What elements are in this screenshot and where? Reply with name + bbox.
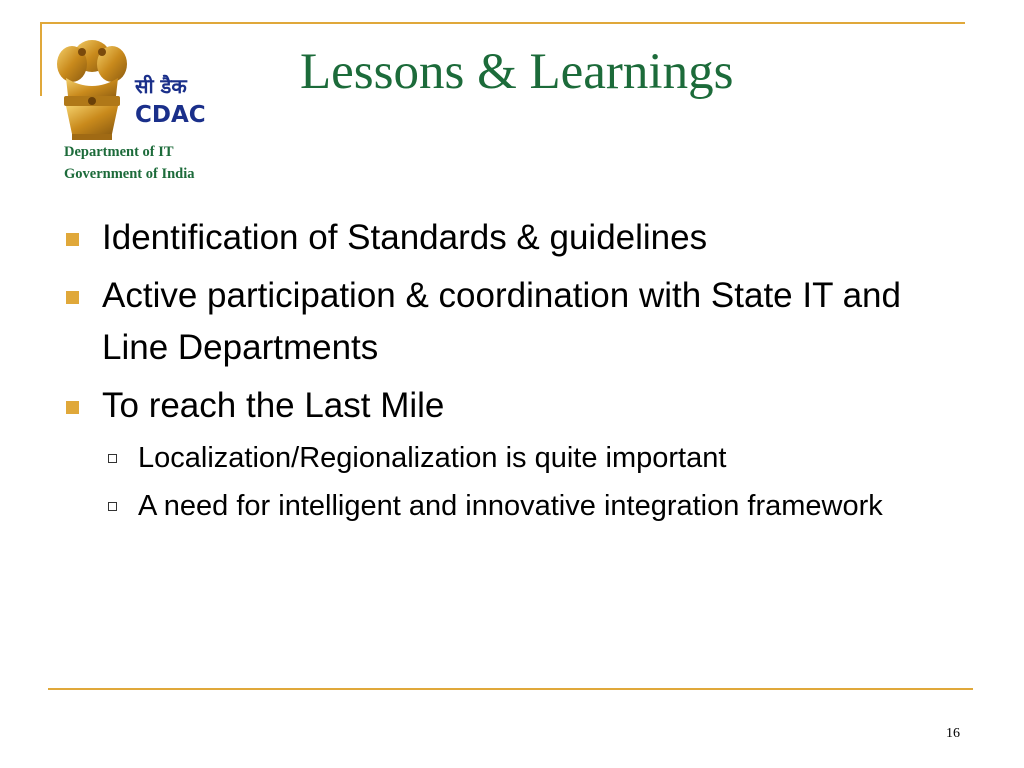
- top-rule: [40, 22, 965, 24]
- cdac-logo: [135, 100, 207, 128]
- slide-number: 16: [946, 726, 960, 741]
- bullet-text: Identification of Standards & guidelines: [102, 218, 708, 257]
- sub-bullet-item: [102, 438, 960, 478]
- bullet-text: To reach the Last Mile: [102, 386, 445, 425]
- square-bullet-icon: [66, 291, 79, 304]
- sub-bullet-text: A need for intelligent and innovative integration framework: [138, 490, 883, 522]
- square-bullet-icon: [66, 401, 79, 414]
- national-emblem-logo: [52, 34, 132, 142]
- sub-bullet-text: Localization/Regionalization is quite important: [138, 442, 727, 474]
- bullet-item: [60, 380, 960, 432]
- sub-bullet-item: [102, 486, 960, 526]
- hollow-square-bullet-icon: [108, 454, 117, 463]
- government-line: Government of India: [64, 166, 195, 182]
- bottom-rule: [48, 688, 973, 690]
- cdac-hindi-logo-text: सी डैक: [135, 74, 187, 98]
- bullet-text: Active participation & coordination with State IT and Line Departments: [102, 276, 901, 367]
- department-caption: [64, 141, 195, 185]
- cdac-logo-text: CDAC: [135, 102, 206, 128]
- department-line: Department of IT: [64, 144, 174, 160]
- slide-body: [60, 212, 960, 534]
- square-bullet-icon: [66, 233, 79, 246]
- hollow-square-bullet-icon: [108, 502, 117, 511]
- bullet-item: [60, 212, 960, 264]
- left-rule: [40, 22, 42, 96]
- slide-title: Lessons & Learnings: [300, 44, 734, 100]
- bullet-item: [60, 270, 960, 374]
